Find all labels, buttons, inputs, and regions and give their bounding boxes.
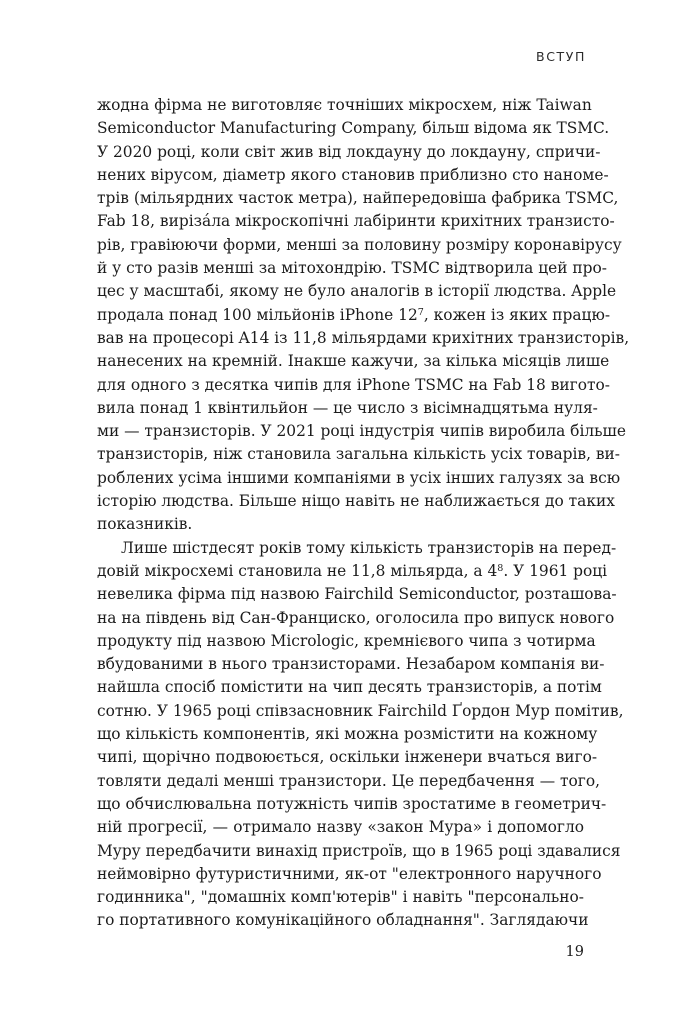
text-line: продукту під назвою Micrologic, кремнієвого чипа з чотирма bbox=[97, 631, 596, 650]
text-line: що обчислювальна потужність чипів зростатиме в геометрич- bbox=[97, 794, 607, 813]
footnote-reference: 7 bbox=[417, 306, 424, 318]
text-line: нанесених на кремній. Інакше кажучи, за кілька місяців лише bbox=[97, 352, 610, 371]
paragraph-1 bbox=[97, 94, 630, 537]
text-line: сотню. У 1965 році співзасновник Fairchild Ґордон Мур помітив, bbox=[97, 701, 624, 720]
text-line: Semiconductor Manufacturing Company, більш відома як TSMC. bbox=[97, 119, 610, 138]
text-line: нених вірусом, діаметр якого становив приблизно сто наноме- bbox=[97, 165, 609, 184]
text-line: найшла спосіб помістити на чип десять транзисторів, а потім bbox=[97, 678, 602, 697]
text-line: жодна фірма не виготовляє точніших мікросхем, ніж Taiwan bbox=[97, 96, 592, 114]
text-line: що кількість компонентів, які можна розмістити на кожному bbox=[97, 725, 598, 744]
text-line bbox=[97, 304, 611, 327]
text-line: вбудованими в нього транзисторами. Незабаром компанія ви- bbox=[97, 655, 605, 674]
text-line: й у сто разів менші за мітохондрію. TSMC відтворила цей про- bbox=[97, 259, 607, 278]
text-line: годинника", "домашніх комп'ютерів" і навіть "персонально- bbox=[97, 888, 584, 907]
text-line bbox=[97, 560, 608, 583]
text-line-part: довій мікросхемі становила не 11,8 мільярда, а 4 bbox=[97, 561, 498, 580]
text-line: неймовірно футуристичними, як-от "електронного наручного bbox=[97, 864, 602, 883]
text-line: для одного з десятка чипів для iPhone TSMC на Fab 18 вигото- bbox=[97, 375, 610, 394]
text-line: У 2020 році, коли світ жив від локдауну до локдауну, спричи- bbox=[97, 142, 601, 161]
text-line: рів, гравіюючи форми, менші за половину розміру коронавірусу bbox=[97, 235, 622, 254]
text-line: Fab 18, вирізáла мікроскопічні лабіринти крихітних транзисто- bbox=[97, 212, 615, 231]
text-line: на на південь від Сан-Франциско, оголосила про випуск нового bbox=[97, 608, 615, 627]
text-line: вав на процесорі A14 із 11,8 мільярдами крихітних транзисторів, bbox=[97, 328, 630, 347]
page-number: 19 bbox=[565, 944, 584, 960]
text-line-part: . У 1961 році bbox=[503, 561, 608, 580]
paragraph-2 bbox=[97, 537, 624, 933]
text-line-part: продала понад 100 мільйонів iPhone 12 bbox=[97, 305, 418, 324]
text-line: ній прогресії, — отримало назву «закон Мура» і допомогло bbox=[97, 818, 584, 837]
text-line: показників. bbox=[97, 515, 193, 534]
running-header: ВСТУП bbox=[536, 49, 586, 64]
text-line: Муру передбачити винахід пристроїв, що в 1965 році здавалися bbox=[97, 841, 621, 860]
text-line: вила понад 1 квінтильйон — це число з вісімнадцятьма нуля- bbox=[97, 398, 598, 417]
text-line: товляти дедалі менші транзистори. Це передбачення — того, bbox=[97, 771, 600, 790]
text-line: цес у масштабі, якому не було аналогів в історії людства. Apple bbox=[97, 282, 617, 301]
text-line-part: , кожен із яких працю- bbox=[423, 305, 611, 324]
text-line: чипі, щорічно подвоюється, оскільки інженери вчаться виго- bbox=[97, 748, 598, 767]
text-line: трів (мільярдних часток метра), найпередовіша фабрика TSMC, bbox=[97, 189, 619, 208]
text-line: транзисторів, ніж становила загальна кількість усіх товарів, ви- bbox=[97, 445, 620, 464]
text-line: Лише шістдесят років тому кількість транзисторів на перед- bbox=[121, 538, 617, 557]
text-line: го портативного комунікаційного обладнання". Заглядаючи bbox=[97, 911, 589, 930]
text-line: ми — транзисторів. У 2021 році індустрія чипів виробила більше bbox=[97, 422, 626, 441]
text-line: роблених усіма іншими компаніями в усіх інших галузях за всю bbox=[97, 468, 621, 487]
main-text bbox=[97, 94, 630, 933]
footnote-reference: 8 bbox=[497, 562, 504, 574]
text-line: історію людства. Більше ніщо навіть не наближається до таких bbox=[97, 492, 615, 511]
text-line: невелика фірма під назвою Fairchild Semiconductor, розташова- bbox=[97, 585, 617, 604]
